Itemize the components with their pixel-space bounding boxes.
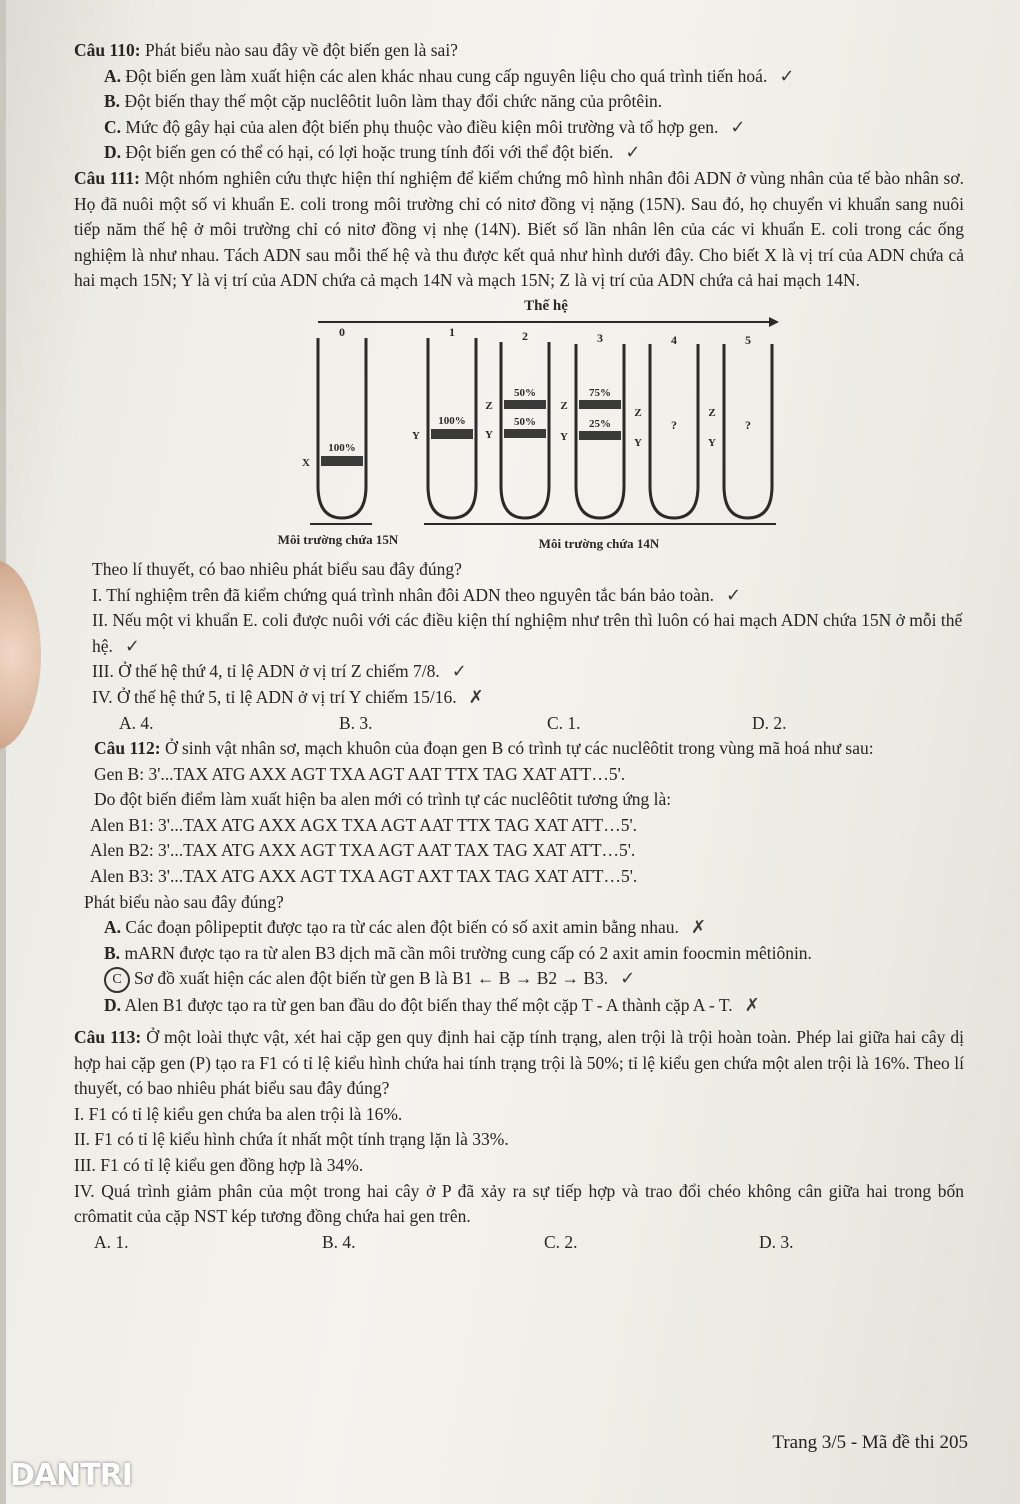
check-mark-icon: ✓ (451, 661, 467, 683)
q111-statement-3: III. Ở thế hệ thứ 4, tỉ lệ ADN ở vị trí Z chiếm 7/8. ✓ (92, 661, 467, 683)
svg-text:?: ? (745, 417, 751, 432)
svg-text:75%: 75% (589, 386, 611, 399)
svg-text:Y: Y (708, 436, 716, 449)
svg-text:Y: Y (560, 430, 568, 443)
q113-statement-3: III. F1 có tỉ lệ kiểu gen đồng hợp là 34%. (74, 1154, 364, 1175)
q113-stem: Câu 113: Ở một loài thực vật, xét hai cặp gen quy định hai cặp tính trạng, alen trội là trội hoàn toàn. Phép lai giữa hai cây dị hợp hai cặp gen (P) tạo ra F1 có tỉ lệ kiểu hình chứa hai tính trạng trội là 50%; tỉ lệ kiểu gen chứa một alen trội là 16%. Theo lí thuyết, có bao nhiêu phát biểu sau đây đúng? (74, 1027, 965, 1099)
q113-answer-a: A. 1. (94, 1231, 129, 1252)
svg-text:Z: Z (485, 399, 493, 412)
page-footer: Trang 3/5 - Mã đề thi 205 (772, 1432, 968, 1453)
q111-label: Câu 111: (74, 167, 140, 188)
band-x (321, 456, 363, 466)
q111-answer-d: D. 2. (752, 712, 787, 733)
q113-answers (74, 1230, 964, 1256)
circled-answer-icon: C (104, 967, 130, 993)
q111-answer-b: B. 3. (339, 712, 373, 733)
q112-question: Phát biểu nào sau đây đúng? (84, 891, 284, 912)
check-mark-icon: ✓ (726, 584, 742, 606)
svg-text:Y: Y (634, 436, 642, 449)
q110-stem (74, 38, 964, 64)
band-z (579, 400, 621, 409)
exam-content (74, 38, 964, 1255)
dantri-logo: DANTRI (10, 1458, 132, 1493)
q112-intro: Do đột biến điểm làm xuất hiện ba alen mới có trình tự các nuclêôtit tương ứng là: (94, 789, 672, 810)
q112-gene-b: Gen B: 3'...TAX ATG AXX AGT TXA AGT AAT TTX TAG XAT ATT…5'. (94, 763, 626, 784)
q110-label: Câu 110: (74, 40, 141, 60)
q111-statement-1: I. Thí nghiệm trên đã kiểm chứng quá trình nhân đôi ADN theo nguyên tắc bán bảo toàn. ✓ (92, 584, 742, 606)
q111-question: Theo lí thuyết, có bao nhiêu phát biểu sau đây đúng? (92, 558, 462, 579)
band-y (431, 429, 473, 439)
env-15n-label: Môi trường chứa 15N (277, 531, 399, 547)
band-y (504, 429, 546, 438)
q112-allele-b2: Alen B2: 3'...TAX ATG AXX AGT TXA AGT AAT TAX TAG XAT ATT…5'. (90, 840, 636, 861)
q113-statement-1: I. F1 có tỉ lệ kiểu gen chứa ba alen trội là 16%. (74, 1103, 403, 1124)
gen-label-5: 5 (745, 332, 751, 347)
tube-0 (318, 338, 366, 518)
gen-label-3: 3 (597, 330, 603, 345)
q111-answers (74, 711, 964, 737)
q113-statement-2: II. F1 có tỉ lệ kiểu hình chứa ít nhất một tính trạng lặn là 33%. (74, 1129, 509, 1150)
q113-answer-d: D. 3. (759, 1231, 794, 1252)
q113-answer-b: B. 4. (322, 1231, 356, 1252)
q110-stem-text: Phát biểu nào sau đây về đột biến gen là sai? (144, 40, 458, 60)
svg-text:?: ? (671, 417, 677, 432)
check-mark-icon: ✓ (620, 968, 636, 990)
svg-text:Z: Z (560, 399, 568, 412)
q112-option-a: A. Các đoạn pôlipeptit được tạo ra từ các alen đột biến có số axit amin bằng nhau. ✗ (104, 917, 707, 939)
q112-stem: Câu 112: Ở sinh vật nhân sơ, mạch khuôn của đoạn gen B có trình tự các nuclêôtit trong vùng mã hoá như sau: (94, 738, 874, 759)
svg-text:Z: Z (708, 406, 716, 419)
gen-label-2: 2 (522, 328, 528, 343)
gen-label-1: 1 (449, 324, 455, 339)
env-14n-label: Môi trường chứa 14N (538, 535, 660, 551)
q112-label: Câu 112: (94, 738, 161, 759)
q113-label: Câu 113: (74, 1027, 142, 1048)
q112-option-c: C Sơ đồ xuất hiện các alen đột biến từ gen B là B1 ← B → B2 → B3. ✓ (74, 966, 964, 993)
gen-label-0: 0 (339, 324, 345, 339)
arrow-head-icon (769, 317, 779, 327)
q111-statement-4: IV. Ở thế hệ thứ 5, tỉ lệ ADN ở vị trí Y chiếm 15/16. ✗ (92, 686, 484, 708)
thumb (0, 560, 41, 750)
q113-answer-c: C. 2. (544, 1231, 578, 1252)
q112-allele-b3: Alen B3: 3'...TAX ATG AXX AGT TXA AGT AXT TAX TAG XAT ATT…5'. (90, 866, 638, 887)
svg-text:100%: 100% (438, 414, 466, 427)
svg-text:Y: Y (485, 428, 493, 441)
check-mark-icon: ✓ (625, 142, 641, 164)
q111-statement-2: II. Nếu một vi khuẩn E. coli được nuôi với các điều kiện thí nghiệm như trên thì luôn có hai mạch ADN chứa 15N ở mỗi thế hệ. ✓ (92, 610, 963, 657)
q110-option-c: C. Mức độ gây hại của alen đột biến phụ thuộc vào điều kiện môi trường và tổ hợp gen. ✓ (104, 116, 746, 138)
q110-option-d: D. Đột biến gen có thể có hại, có lợi hoặc trung tính đối với thể đột biến. ✓ (104, 142, 641, 164)
svg-text:Y: Y (412, 429, 420, 442)
band-y (579, 431, 621, 440)
tubes-diagram (74, 296, 964, 551)
svg-text:100%: 100% (328, 441, 356, 454)
q112-option-b: B. mARN được tạo ra từ alen B3 dịch mã cần môi trường cung cấp có 2 axit amin foocmin mêtiônin. (104, 942, 812, 963)
svg-text:X: X (302, 456, 310, 469)
q112-allele-b1: Alen B1: 3'...TAX ATG AXX AGX TXA AGT AAT TTX TAG XAT ATT…5'. (90, 814, 638, 835)
check-mark-icon: ✓ (779, 65, 795, 87)
q111-stem: Câu 111: Một nhóm nghiên cứu thực hiện thí nghiệm để kiểm chứng mô hình nhân đôi ADN ở vùng nhân của tế bào nhân sơ. Họ đã nuôi một số vi khuẩn E. coli trong môi trường chỉ có nitơ đồng vị nặng (15N). Sau đó, họ chuyển vi khuẩn sang nuôi tiếp năm thế hệ ở môi trường chỉ có nitơ đồng vị nhẹ (14N). Biết số lần nhân lên của các vi khuẩn E. coli trong các ống nghiệm là như nhau. Tách ADN sau mỗi thế hệ và thu được kết quả như hình dưới đây. Cho biết X là vị trí của ADN chứa cả hai mạch 15N; Y là vị trí của ADN chứa cả mạch 14N và mạch 15N; Z là vị trí của ADN chứa cả hai mạch 14N. (74, 167, 964, 291)
q111-answer-c: C. 1. (547, 712, 581, 733)
svg-text:50%: 50% (514, 386, 536, 399)
check-mark-icon: ✓ (730, 116, 746, 138)
band-z (504, 400, 546, 409)
cross-mark-icon: ✗ (468, 686, 484, 708)
gen-label-4: 4 (671, 332, 677, 347)
q112-option-d: D. Alen B1 được tạo ra từ gen ban đầu do đột biến thay thế một cặp T - A thành cặp A - T. ✗ (104, 995, 760, 1017)
svg-text:50%: 50% (514, 415, 536, 428)
q111-answer-a: A. 4. (119, 712, 154, 733)
q113-statement-4: IV. Quá trình giảm phân của một trong hai cây ở P đã xảy ra sự tiếp hợp và trao đổi chéo không cân giữa hai trong bốn crômatit của cặp NST kép tương đồng chứa hai gen trên. (74, 1180, 964, 1227)
exam-paper (6, 0, 1020, 1504)
q110-option-b: B. Đột biến thay thế một cặp nuclêôtit luôn làm thay đổi chức năng của prôtêin. (104, 91, 663, 112)
cross-mark-icon: ✗ (744, 995, 760, 1017)
tube-1 (428, 338, 476, 518)
fig-title: Thế hệ (524, 297, 568, 314)
svg-text:25%: 25% (589, 417, 611, 430)
svg-text:Z: Z (634, 406, 642, 419)
check-mark-icon: ✓ (124, 635, 140, 657)
dna-replication-figure (74, 296, 964, 551)
q110-option-a: A. Đột biến gen làm xuất hiện các alen khác nhau cung cấp nguyên liệu cho quá trình tiến hoá. ✓ (104, 65, 795, 87)
cross-mark-icon: ✗ (690, 917, 707, 939)
